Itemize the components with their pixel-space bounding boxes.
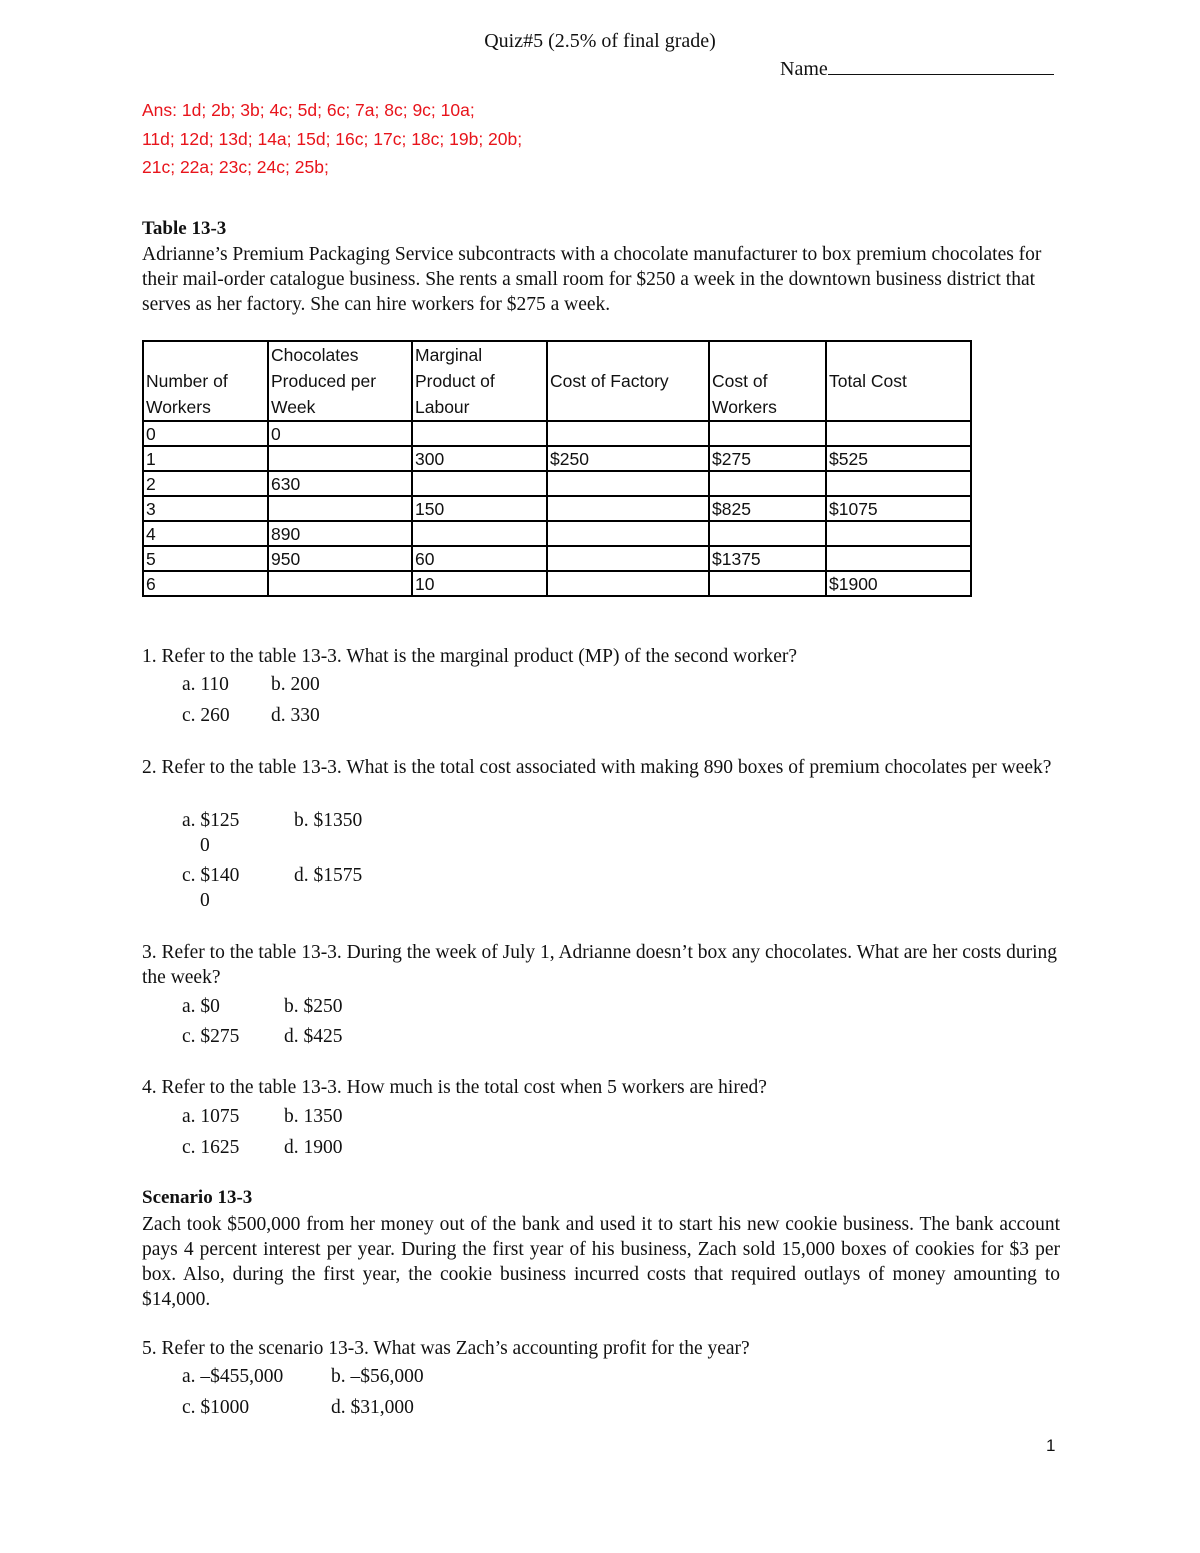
question-5-option-d: d. $31,000 [331,1397,414,1418]
question-4-option-c: c. 1625 [182,1137,240,1158]
question-2-option-a: a. $125 [182,810,240,831]
question-5-option-b: b. –$56,000 [331,1366,424,1387]
question-2-option-c: c. $140 [182,865,240,886]
name-underline [828,56,1054,75]
table-cell [826,471,971,496]
table-cell [412,521,547,546]
table-cell: 630 [268,471,412,496]
table-cell: $525 [826,446,971,471]
table-cell: 10 [412,571,547,596]
name-field [780,56,1054,81]
table-cell: 2 [143,471,268,496]
column-header: Chocolates Produced per Week [268,341,412,421]
answer-key-line: Ans: 1d; 2b; 3b; 4c; 5d; 6c; 7a; 8c; 9c; 10a; [142,100,475,120]
table-cell: 60 [412,546,547,571]
cost-table [142,340,972,597]
table-cell: 150 [412,496,547,521]
question-4-option-d: d. 1900 [284,1137,343,1158]
scenario-title: Scenario 13-3 [142,1187,253,1208]
quiz-title: Quiz#5 (2.5% of final grade) [484,30,716,52]
question-5-option-c: c. $1000 [182,1397,250,1418]
answer-key-line: 21c; 22a; 23c; 24c; 25b; [142,157,329,177]
question-1-option-c: c. 260 [182,705,230,726]
table-cell [547,496,709,521]
question-1-option-a: a. 110 [182,674,229,695]
table-header-row [143,341,971,421]
table-cell: 0 [143,421,268,446]
column-header: Total Cost [826,341,971,421]
table-cell [268,496,412,521]
table-cell: 300 [412,446,547,471]
question-4: 4. Refer to the table 13-3. How much is the total cost when 5 workers are hired? [142,1077,767,1098]
table-cell: 3 [143,496,268,521]
name-label: Name [780,58,828,80]
table-cell [826,421,971,446]
answer-key-line: 11d; 12d; 13d; 14a; 15d; 16c; 17c; 18c; 19b; 20b; [142,128,523,149]
table-cell: $1900 [826,571,971,596]
scenario-text: Zach took $500,000 from her money out of the bank and used it to start his new cookie business. The bank account pays 4 percent interest per year. During the first year of his business, Zach sold 15,000 boxes of cookies for $3 per box. Also, during the first year, the cookie business incurred costs that required outlays of money amounting to $14,000. [142,1214,1060,1310]
table-row [143,571,971,596]
table-cell: 0 [268,421,412,446]
table-cell: 5 [143,546,268,571]
table-cell: 1 [143,446,268,471]
table-row [143,446,971,471]
column-header: Cost of Workers [709,341,826,421]
table-cell [412,471,547,496]
question-1-option-b: b. 200 [271,674,320,695]
table-cell [547,471,709,496]
question-3-option-a: a. $0 [182,996,220,1017]
question-5-option-a: a. –$455,000 [182,1366,284,1387]
table-cell [826,546,971,571]
table-cell: $1075 [826,496,971,521]
question-3-option-c: c. $275 [182,1026,240,1047]
table-cell [547,521,709,546]
table-cell: $1375 [709,546,826,571]
table-row [143,546,971,571]
table-row [143,496,971,521]
table-cell: $825 [709,496,826,521]
question-5: 5. Refer to the scenario 13-3. What was Zach’s accounting profit for the year? [142,1338,750,1359]
answer-key [142,96,522,182]
page-number: 1 [1046,1436,1056,1455]
table-cell [412,421,547,446]
question-2-option-c-wrap: 0 [200,890,210,911]
table-cell: $250 [547,446,709,471]
table-cell [709,471,826,496]
table-cell [709,571,826,596]
table-cell [826,521,971,546]
column-header: Cost of Factory [547,341,709,421]
question-3-option-b: b. $250 [284,996,343,1017]
question-4-option-b: b. 1350 [284,1106,343,1127]
table-cell [709,521,826,546]
question-3: 3. Refer to the table 13-3. During the week of July 1, Adrianne doesn’t box any chocolates. What are her costs during the week? [142,942,1057,988]
question-2: 2. Refer to the table 13-3. What is the total cost associated with making 890 boxes of premium chocolates per week? [142,757,1052,778]
table-cell: 890 [268,521,412,546]
table-cell [268,446,412,471]
question-2-option-a-wrap: 0 [200,835,210,856]
table-cell: 4 [143,521,268,546]
table-row [143,471,971,496]
table-row [143,421,971,446]
question-1: 1. Refer to the table 13-3. What is the marginal product (MP) of the second worker? [142,646,798,667]
table-cell [547,546,709,571]
question-1-option-d: d. 330 [271,705,320,726]
question-2-option-d: d. $1575 [294,865,363,886]
column-header: Marginal Product of Labour [412,341,547,421]
table-cell [547,571,709,596]
table-cell: 6 [143,571,268,596]
table-cell [709,421,826,446]
question-2-option-b: b. $1350 [294,810,363,831]
table-cell: $275 [709,446,826,471]
table-description: Adrianne’s Premium Packaging Service subcontracts with a chocolate manufacturer to box premium chocolates for their mail-order catalogue business. She rents a small room for $250 a week in the downtown business district that serves as her factory. She can hire workers for $275 a week. [142,244,1042,315]
table-cell [268,571,412,596]
column-header: Number of Workers [143,341,268,421]
table-cell: 950 [268,546,412,571]
table-title: Table 13-3 [142,218,227,239]
question-4-option-a: a. 1075 [182,1106,240,1127]
table-row [143,521,971,546]
question-3-option-d: d. $425 [284,1026,343,1047]
table-cell [547,421,709,446]
